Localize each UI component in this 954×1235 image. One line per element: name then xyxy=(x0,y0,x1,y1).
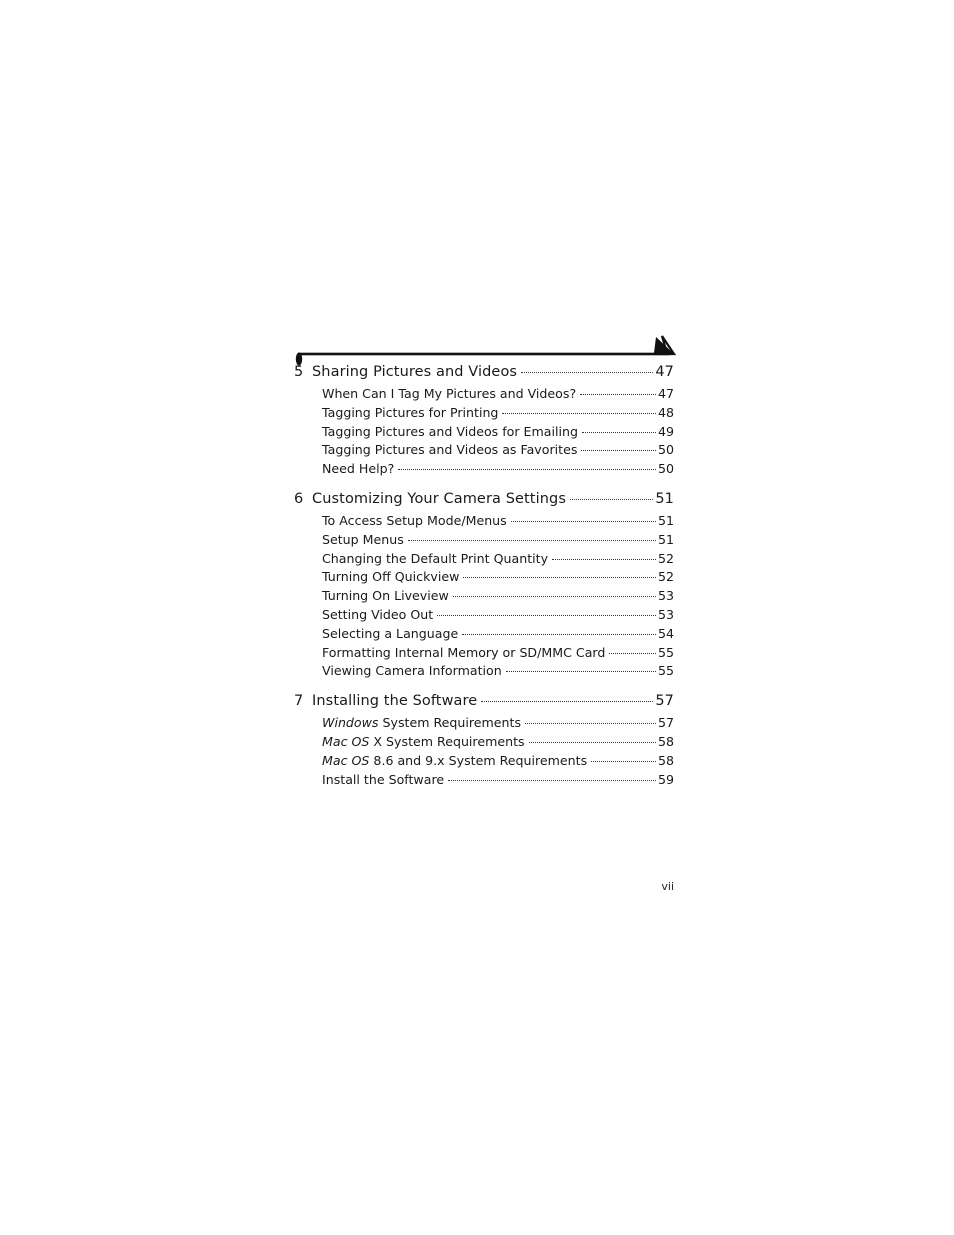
section-page-number: 59 xyxy=(657,771,674,787)
section-title-rest: X System Requirements xyxy=(369,733,525,749)
chapter-page-number: 47 xyxy=(655,364,674,380)
chapter-page-number: 51 xyxy=(655,490,674,507)
section-page-number: 50 xyxy=(657,461,674,477)
section-title xyxy=(322,753,587,768)
section-title-italic: Mac OS xyxy=(322,733,370,749)
dot-leader xyxy=(502,412,656,414)
chapter-title: Sharing Pictures and Videos xyxy=(312,364,518,380)
table-of-contents xyxy=(294,364,674,790)
section-title: Changing the Default Print Quantity xyxy=(322,550,549,566)
toc-section-entry[interactable] xyxy=(294,405,674,424)
dot-leader xyxy=(552,558,656,560)
section-page-number: 47 xyxy=(657,386,674,401)
section-page-number: 58 xyxy=(657,733,674,749)
dot-leader xyxy=(398,468,656,470)
header-rule-decoration xyxy=(294,334,676,368)
dot-leader xyxy=(463,576,656,578)
chapter-number: 6 xyxy=(294,490,304,507)
toc-section-entry[interactable] xyxy=(294,461,674,480)
section-title: Tagging Pictures and Videos as Favorites xyxy=(322,442,578,458)
section-title: Formatting Internal Memory or SD/MMC Card xyxy=(322,644,606,660)
section-page-number: 48 xyxy=(657,404,674,420)
section-page-number: 53 xyxy=(657,588,674,604)
dot-leader xyxy=(408,539,656,541)
dot-leader xyxy=(521,371,653,373)
section-page-number: 55 xyxy=(657,663,674,679)
section-page-number: 51 xyxy=(657,512,674,528)
section-title: Turning On Liveview xyxy=(322,588,449,604)
section-title: Setting Video Out xyxy=(322,606,434,622)
section-page-number: 53 xyxy=(657,606,674,622)
toc-section-entry[interactable] xyxy=(294,569,674,588)
section-title: Install the Software xyxy=(322,771,445,787)
dot-leader xyxy=(581,449,656,451)
section-title: Viewing Camera Information xyxy=(322,663,502,679)
section-page-number: 52 xyxy=(657,550,674,566)
section-title-italic: Mac OS xyxy=(322,752,370,768)
toc-section-entry[interactable] xyxy=(294,753,674,772)
dot-leader xyxy=(453,595,656,597)
section-title: To Access Setup Mode/Menus xyxy=(322,512,507,528)
dot-leader xyxy=(582,431,656,433)
toc-section-entry[interactable] xyxy=(294,734,674,753)
toc-section-entry[interactable] xyxy=(294,772,674,791)
section-title xyxy=(322,734,525,749)
section-title-italic: Windows xyxy=(322,715,379,731)
toc-section-entry[interactable] xyxy=(294,715,674,734)
section-page-number: 55 xyxy=(657,644,674,660)
section-title: Tagging Pictures for Printing xyxy=(322,404,499,420)
dot-leader xyxy=(448,779,656,781)
section-title: When Can I Tag My Pictures and Videos? xyxy=(322,386,577,401)
section-page-number: 51 xyxy=(657,531,674,547)
dot-leader xyxy=(511,520,656,522)
chapter-number: 7 xyxy=(294,693,304,710)
section-page-number: 49 xyxy=(657,423,674,439)
section-page-number: 58 xyxy=(657,752,674,768)
toc-section-entry[interactable] xyxy=(294,607,674,626)
page-folio: vii xyxy=(661,880,674,893)
toc-section-entry[interactable] xyxy=(294,532,674,551)
chapter-number: 5 xyxy=(294,364,304,380)
chapter-title: Installing the Software xyxy=(312,693,478,710)
toc-section-entry[interactable] xyxy=(294,424,674,443)
toc-chapter-entry[interactable] xyxy=(294,491,674,513)
toc-chapter-entry[interactable] xyxy=(294,364,674,386)
section-title: Tagging Pictures and Videos for Emailing xyxy=(322,423,578,439)
section-title: Selecting a Language xyxy=(322,625,459,641)
dot-leader xyxy=(570,498,653,500)
toc-section-entry[interactable] xyxy=(294,663,674,682)
section-title: Turning Off Quickview xyxy=(322,569,460,585)
section-title-rest: 8.6 and 9.x System Requirements xyxy=(369,752,588,768)
toc-chapter xyxy=(294,693,674,790)
toc-section-entry[interactable] xyxy=(294,551,674,570)
section-title: Need Help? xyxy=(322,461,395,477)
dot-leader xyxy=(481,700,653,702)
dot-leader xyxy=(506,670,656,672)
dot-leader xyxy=(580,393,656,395)
section-page-number: 57 xyxy=(657,715,674,731)
toc-section-entry[interactable] xyxy=(294,588,674,607)
section-title-rest: System Requirements xyxy=(378,715,522,731)
section-title xyxy=(322,715,521,730)
toc-section-entry[interactable] xyxy=(294,386,674,405)
toc-chapter xyxy=(294,364,674,480)
toc-section-entry[interactable] xyxy=(294,626,674,645)
chapter-title: Customizing Your Camera Settings xyxy=(312,490,566,507)
dot-leader xyxy=(525,722,656,724)
dot-leader xyxy=(437,614,656,616)
toc-section-entry[interactable] xyxy=(294,645,674,664)
dot-leader xyxy=(462,633,656,635)
toc-section-entry[interactable] xyxy=(294,442,674,461)
section-page-number: 52 xyxy=(657,569,674,585)
dot-leader xyxy=(591,760,656,762)
section-page-number: 54 xyxy=(657,625,674,641)
toc-section-entry[interactable] xyxy=(294,513,674,532)
toc-chapter xyxy=(294,491,674,682)
dot-leader xyxy=(529,741,656,743)
dot-leader xyxy=(609,652,656,654)
chapter-page-number: 57 xyxy=(655,693,674,710)
section-title: Setup Menus xyxy=(322,531,404,547)
toc-chapter-entry[interactable] xyxy=(294,693,674,715)
section-page-number: 50 xyxy=(657,442,674,458)
